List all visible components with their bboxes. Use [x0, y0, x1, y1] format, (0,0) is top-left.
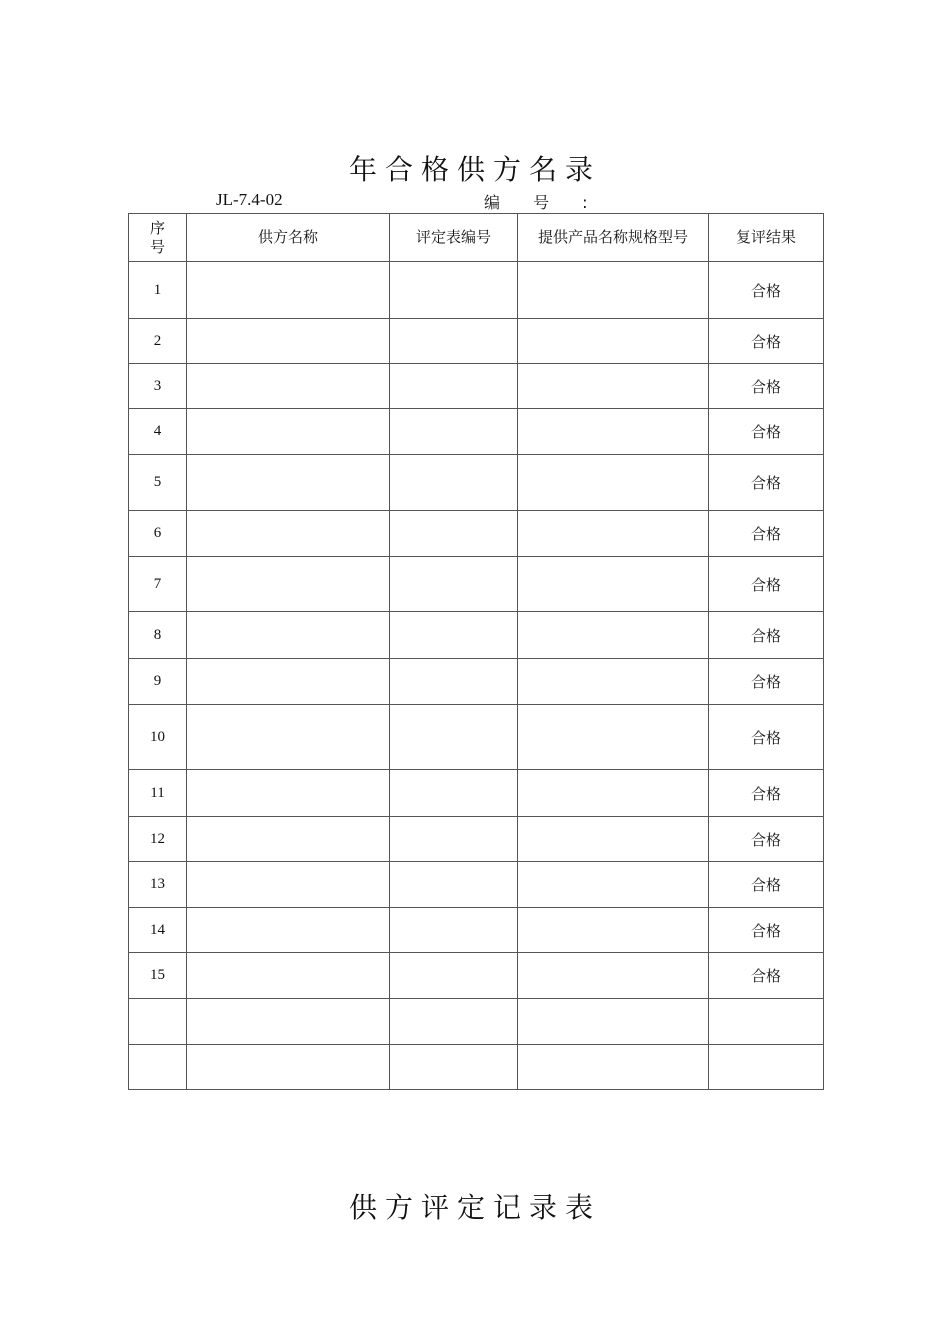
product-spec-cell [518, 409, 709, 455]
eval-form-no-cell [390, 908, 518, 953]
seq-cell: 15 [129, 953, 187, 999]
review-result-cell: 合格 [709, 511, 824, 557]
eval-form-no-cell [390, 612, 518, 659]
seq-cell: 14 [129, 908, 187, 953]
review-result-cell: 合格 [709, 557, 824, 612]
table-row [129, 770, 824, 817]
product-spec-cell [518, 557, 709, 612]
header-seq: 序号 [129, 214, 187, 262]
product-spec-cell [518, 953, 709, 999]
seq-cell: 13 [129, 862, 187, 908]
supplier-name-cell [187, 511, 390, 557]
table-row [129, 817, 824, 862]
product-spec-cell [518, 659, 709, 705]
supplier-name-cell [187, 908, 390, 953]
review-result-cell [709, 999, 824, 1045]
review-result-cell: 合格 [709, 953, 824, 999]
seq-cell [129, 1045, 187, 1090]
supplier-name-cell [187, 770, 390, 817]
table-row [129, 659, 824, 705]
review-result-cell: 合格 [709, 817, 824, 862]
eval-form-no-cell [390, 409, 518, 455]
supplier-name-cell [187, 705, 390, 770]
header-eval-form-no: 评定表编号 [390, 214, 518, 262]
seq-cell: 4 [129, 409, 187, 455]
supplier-name-cell [187, 953, 390, 999]
review-result-cell: 合格 [709, 659, 824, 705]
supplier-name-cell [187, 1045, 390, 1090]
second-title: 供方评定记录表 [348, 1191, 601, 1224]
review-result-cell: 合格 [709, 612, 824, 659]
table-row [129, 409, 824, 455]
table-row [129, 705, 824, 770]
seq-cell: 2 [129, 319, 187, 364]
review-result-cell: 合格 [709, 409, 824, 455]
product-spec-cell [518, 364, 709, 409]
product-spec-cell [518, 319, 709, 364]
eval-form-no-cell [390, 511, 518, 557]
product-spec-cell [518, 817, 709, 862]
review-result-cell: 合格 [709, 908, 824, 953]
product-spec-cell [518, 908, 709, 953]
product-spec-cell [518, 770, 709, 817]
page-title: 年合格供方名录 [348, 153, 601, 186]
table-header-row [129, 214, 824, 262]
product-spec-cell [518, 612, 709, 659]
eval-form-no-cell [390, 455, 518, 511]
seq-cell: 3 [129, 364, 187, 409]
table-row [129, 319, 824, 364]
eval-form-no-cell [390, 770, 518, 817]
number-label: 编 号 : [484, 193, 602, 212]
product-spec-cell [518, 511, 709, 557]
table-row [129, 908, 824, 953]
seq-cell: 12 [129, 817, 187, 862]
table-row [129, 511, 824, 557]
header-supplier-name: 供方名称 [187, 214, 390, 262]
eval-form-no-cell [390, 1045, 518, 1090]
table-row [129, 612, 824, 659]
review-result-cell: 合格 [709, 770, 824, 817]
header-product-spec: 提供产品名称规格型号 [518, 214, 709, 262]
product-spec-cell [518, 262, 709, 319]
table-row [129, 953, 824, 999]
supplier-name-cell [187, 262, 390, 319]
table-row [129, 1045, 824, 1090]
supplier-name-cell [187, 319, 390, 364]
product-spec-cell [518, 862, 709, 908]
form-code: JL-7.4-02 [216, 190, 283, 209]
seq-cell: 9 [129, 659, 187, 705]
eval-form-no-cell [390, 319, 518, 364]
eval-form-no-cell [390, 659, 518, 705]
table-row [129, 999, 824, 1045]
seq-cell: 10 [129, 705, 187, 770]
eval-form-no-cell [390, 953, 518, 999]
supplier-name-cell [187, 612, 390, 659]
table-row [129, 557, 824, 612]
supplier-name-cell [187, 862, 390, 908]
review-result-cell: 合格 [709, 319, 824, 364]
seq-cell: 7 [129, 557, 187, 612]
review-result-cell [709, 1045, 824, 1090]
header-review-result: 复评结果 [709, 214, 824, 262]
eval-form-no-cell [390, 262, 518, 319]
eval-form-no-cell [390, 862, 518, 908]
seq-cell: 8 [129, 612, 187, 659]
review-result-cell: 合格 [709, 364, 824, 409]
supplier-name-cell [187, 409, 390, 455]
eval-form-no-cell [390, 817, 518, 862]
product-spec-cell [518, 999, 709, 1045]
review-result-cell: 合格 [709, 455, 824, 511]
supplier-name-cell [187, 364, 390, 409]
eval-form-no-cell [390, 364, 518, 409]
review-result-cell: 合格 [709, 705, 824, 770]
review-result-cell: 合格 [709, 262, 824, 319]
seq-cell: 11 [129, 770, 187, 817]
seq-cell: 6 [129, 511, 187, 557]
seq-cell: 5 [129, 455, 187, 511]
eval-form-no-cell [390, 999, 518, 1045]
supplier-name-cell [187, 817, 390, 862]
supplier-table [128, 213, 824, 1090]
table-row [129, 455, 824, 511]
review-result-cell: 合格 [709, 862, 824, 908]
product-spec-cell [518, 705, 709, 770]
supplier-name-cell [187, 455, 390, 511]
eval-form-no-cell [390, 557, 518, 612]
supplier-name-cell [187, 557, 390, 612]
table-row [129, 364, 824, 409]
eval-form-no-cell [390, 705, 518, 770]
supplier-name-cell [187, 659, 390, 705]
seq-cell: 1 [129, 262, 187, 319]
table-row [129, 862, 824, 908]
seq-cell [129, 999, 187, 1045]
supplier-name-cell [187, 999, 390, 1045]
product-spec-cell [518, 1045, 709, 1090]
table-row [129, 262, 824, 319]
product-spec-cell [518, 455, 709, 511]
